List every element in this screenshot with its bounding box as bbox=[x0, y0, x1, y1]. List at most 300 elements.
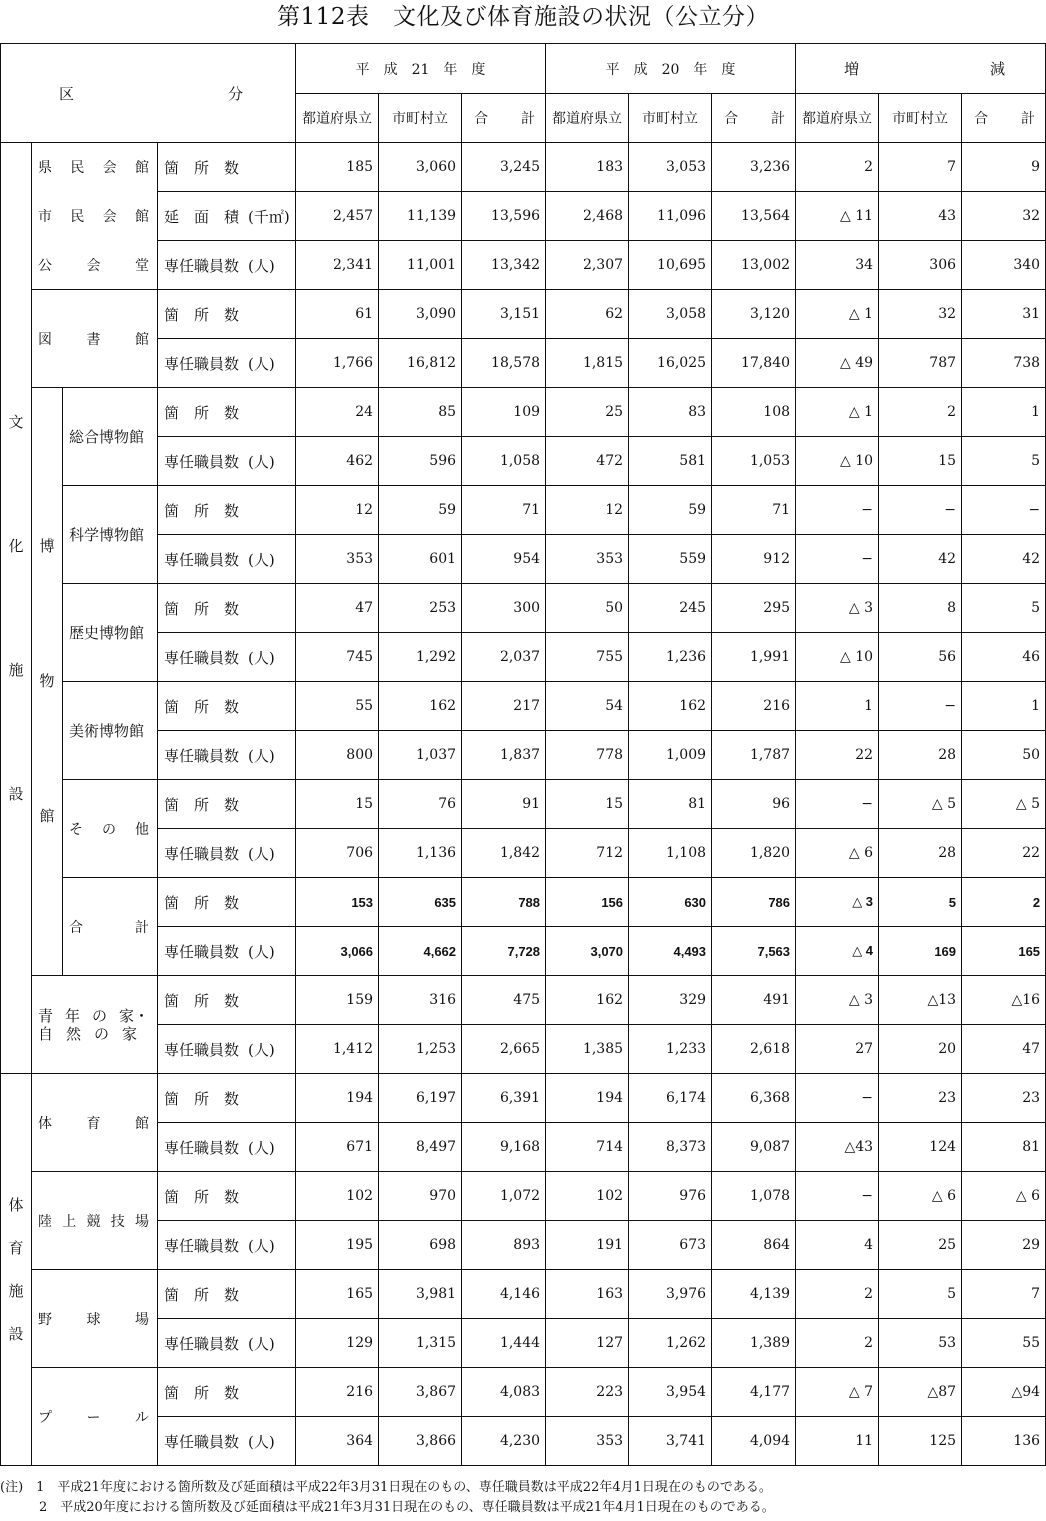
metric-label-main: 専任職員数 bbox=[164, 1334, 240, 1353]
value-cell: 129 bbox=[296, 1319, 379, 1368]
group-bunka-char: 施 bbox=[8, 660, 24, 679]
facility-shimin bbox=[32, 192, 158, 241]
value-cell: 1,315 bbox=[379, 1319, 462, 1368]
value-cell: 102 bbox=[546, 1172, 629, 1221]
facility-kenmin-char: 県 bbox=[38, 160, 52, 177]
metric-label-main: 専任職員数 bbox=[164, 1138, 240, 1157]
value-cell: 295 bbox=[712, 584, 796, 633]
value-cell: 5 bbox=[962, 584, 1046, 633]
header-row bbox=[1, 44, 1046, 94]
value-cell: △ 10 bbox=[796, 437, 879, 486]
value-cell: 1,385 bbox=[546, 1025, 629, 1074]
value-cell: 125 bbox=[879, 1417, 962, 1466]
value-cell: 2,457 bbox=[296, 192, 379, 241]
value-cell: 596 bbox=[379, 437, 462, 486]
value-cell: 12 bbox=[296, 486, 379, 535]
value-cell: 124 bbox=[879, 1123, 962, 1172]
value-cell: 194 bbox=[296, 1074, 379, 1123]
value-cell: 1,842 bbox=[462, 829, 546, 878]
value-cell: 9,168 bbox=[462, 1123, 546, 1172]
value-cell: 673 bbox=[629, 1221, 712, 1270]
value-cell: 223 bbox=[546, 1368, 629, 1417]
value-cell: 306 bbox=[879, 241, 962, 290]
value-cell: 7 bbox=[879, 143, 962, 192]
value-cell: 745 bbox=[296, 633, 379, 682]
facility-sonota bbox=[63, 780, 158, 878]
value-cell: 16,025 bbox=[629, 339, 712, 388]
footnotes bbox=[0, 1478, 1046, 1518]
col-total bbox=[962, 94, 1046, 143]
metric-label bbox=[158, 1368, 296, 1417]
table-row bbox=[1, 1074, 1046, 1123]
col-total bbox=[462, 94, 546, 143]
value-cell: 353 bbox=[546, 1417, 629, 1466]
col-pref: 都道府県立 bbox=[796, 94, 879, 143]
value-cell: 300 bbox=[462, 584, 546, 633]
facility-taiikukan-char: 育 bbox=[86, 1115, 101, 1132]
table-row bbox=[1, 1172, 1046, 1221]
value-cell: 4,083 bbox=[462, 1368, 546, 1417]
value-cell: 954 bbox=[462, 535, 546, 584]
value-cell: 1 bbox=[796, 682, 879, 731]
value-cell: 23 bbox=[879, 1074, 962, 1123]
table-row bbox=[1, 535, 1046, 584]
value-cell: △ 6 bbox=[962, 1172, 1046, 1221]
value-cell: 22 bbox=[796, 731, 879, 780]
value-cell: 165 bbox=[296, 1270, 379, 1319]
value-cell: 7 bbox=[962, 1270, 1046, 1319]
metric-count-label: 箇 所 数 bbox=[164, 991, 240, 1010]
value-cell: 108 bbox=[712, 388, 796, 437]
col-total-char: 計 bbox=[1021, 111, 1036, 127]
value-cell: − bbox=[879, 682, 962, 731]
table-row bbox=[1, 241, 1046, 290]
value-cell: 4,146 bbox=[462, 1270, 546, 1319]
metric-label-main: 専任職員数 bbox=[164, 256, 240, 275]
metric-unit: (人) bbox=[248, 844, 275, 863]
value-cell: 50 bbox=[546, 584, 629, 633]
value-cell: 13,002 bbox=[712, 241, 796, 290]
metric-label-main: 専任職員数 bbox=[164, 550, 240, 569]
value-cell: 81 bbox=[962, 1123, 1046, 1172]
value-cell: 6,197 bbox=[379, 1074, 462, 1123]
kubun-header bbox=[1, 44, 296, 143]
value-cell: 3,066 bbox=[296, 927, 379, 976]
metric-label bbox=[158, 1319, 296, 1368]
value-cell: 4,177 bbox=[712, 1368, 796, 1417]
value-cell: 13,564 bbox=[712, 192, 796, 241]
value-cell: 83 bbox=[629, 388, 712, 437]
facility-seinen-char: 年 bbox=[64, 1006, 80, 1025]
value-cell: △94 bbox=[962, 1368, 1046, 1417]
value-cell: 1,108 bbox=[629, 829, 712, 878]
metric-label-main: 専任職員数 bbox=[164, 354, 240, 373]
value-cell: 183 bbox=[546, 143, 629, 192]
table-row bbox=[1, 143, 1046, 192]
value-cell: 11,001 bbox=[379, 241, 462, 290]
metric-count-label: 箇 所 数 bbox=[164, 1285, 240, 1304]
value-cell: 3,741 bbox=[629, 1417, 712, 1466]
value-cell: 1,037 bbox=[379, 731, 462, 780]
metric-label bbox=[158, 1270, 296, 1319]
metric-label bbox=[158, 290, 296, 339]
value-cell: 43 bbox=[879, 192, 962, 241]
table-row bbox=[1, 1270, 1046, 1319]
facility-library-char: 書 bbox=[86, 331, 101, 348]
facility-shimin-char: 会 bbox=[102, 209, 117, 225]
value-cell: 8,373 bbox=[629, 1123, 712, 1172]
value-cell: 29 bbox=[962, 1221, 1046, 1270]
value-cell: 4,094 bbox=[712, 1417, 796, 1466]
value-cell: 3,090 bbox=[379, 290, 462, 339]
value-cell: 54 bbox=[546, 682, 629, 731]
value-cell: 245 bbox=[629, 584, 712, 633]
value-cell: 15 bbox=[546, 780, 629, 829]
value-cell: 1,053 bbox=[712, 437, 796, 486]
table-row bbox=[1, 388, 1046, 437]
value-cell: 2,618 bbox=[712, 1025, 796, 1074]
facility-sonota-char: の bbox=[102, 821, 116, 838]
value-cell: 2,665 bbox=[462, 1025, 546, 1074]
metric-unit: (人) bbox=[248, 256, 275, 275]
value-cell: 8 bbox=[879, 584, 962, 633]
footnote-2: 2 平成20年度における箇所数及び延面積は平成21年3月31日現在のもの、専任職員数は平成21年4月1日現在のものである。 bbox=[0, 1500, 775, 1515]
value-cell: 1,078 bbox=[712, 1172, 796, 1221]
value-cell: 4,230 bbox=[462, 1417, 546, 1466]
value-cell: 1,058 bbox=[462, 437, 546, 486]
metric-label bbox=[158, 388, 296, 437]
facility-goukei-char: 計 bbox=[135, 919, 149, 936]
value-cell: 1,236 bbox=[629, 633, 712, 682]
facility-seinen bbox=[32, 976, 158, 1074]
value-cell: 216 bbox=[296, 1368, 379, 1417]
facility-kenmin-char: 会 bbox=[102, 160, 117, 177]
value-cell: 893 bbox=[462, 1221, 546, 1270]
value-cell: △ 4 bbox=[796, 927, 879, 976]
value-cell: △16 bbox=[962, 976, 1046, 1025]
facility-kenmin bbox=[32, 143, 158, 192]
metric-unit: (人) bbox=[248, 1040, 275, 1059]
facility-pool-char: ル bbox=[135, 1409, 149, 1426]
value-cell: 25 bbox=[879, 1221, 962, 1270]
facility-kokaido-char: 会 bbox=[86, 257, 101, 274]
facility-rikujo bbox=[32, 1172, 158, 1270]
facility-bijutsu: 美術博物館 bbox=[63, 682, 158, 780]
metric-label-main: 専任職員数 bbox=[164, 1040, 240, 1059]
value-cell: 581 bbox=[629, 437, 712, 486]
value-cell: 32 bbox=[879, 290, 962, 339]
facility-library bbox=[32, 290, 158, 388]
value-cell: 7,563 bbox=[712, 927, 796, 976]
value-cell: 3,866 bbox=[379, 1417, 462, 1466]
value-cell: 2,341 bbox=[296, 241, 379, 290]
facility-kokaido-char: 公 bbox=[38, 257, 52, 274]
metric-label bbox=[158, 192, 296, 241]
value-cell: 62 bbox=[546, 290, 629, 339]
facility-rikujo-char: 技 bbox=[110, 1213, 125, 1230]
value-cell: △87 bbox=[879, 1368, 962, 1417]
metric-label bbox=[158, 731, 296, 780]
facility-seinen-char: の bbox=[91, 1006, 107, 1025]
value-cell: − bbox=[962, 486, 1046, 535]
value-cell: 32 bbox=[962, 192, 1046, 241]
value-cell: 2 bbox=[796, 143, 879, 192]
value-cell: 47 bbox=[962, 1025, 1046, 1074]
metric-count-label: 箇 所 数 bbox=[164, 1383, 240, 1402]
value-cell: 3,954 bbox=[629, 1368, 712, 1417]
table-row bbox=[1, 780, 1046, 829]
col-muni: 市町村立 bbox=[379, 94, 462, 143]
value-cell: 706 bbox=[296, 829, 379, 878]
value-cell: △ 1 bbox=[796, 388, 879, 437]
metric-label bbox=[158, 878, 296, 927]
metric-count-label: 箇 所 数 bbox=[164, 795, 240, 814]
value-cell: 102 bbox=[296, 1172, 379, 1221]
table-row bbox=[1, 1319, 1046, 1368]
metric-unit: (人) bbox=[248, 550, 275, 569]
facility-seinen-char: 家・ bbox=[118, 1006, 149, 1025]
value-cell: △ 1 bbox=[796, 290, 879, 339]
value-cell: 1,787 bbox=[712, 731, 796, 780]
facility-rikujo-char: 競 bbox=[86, 1213, 101, 1230]
table-row bbox=[1, 976, 1046, 1025]
value-cell: 153 bbox=[296, 878, 379, 927]
facility-rikujo-char: 陸 bbox=[38, 1213, 52, 1230]
value-cell: 42 bbox=[879, 535, 962, 584]
value-cell: 71 bbox=[462, 486, 546, 535]
value-cell: 11,139 bbox=[379, 192, 462, 241]
value-cell: 3,151 bbox=[462, 290, 546, 339]
metric-unit: (人) bbox=[248, 1334, 275, 1353]
year-header: 平 成 20 年 度 bbox=[546, 44, 796, 94]
value-cell: 3,976 bbox=[629, 1270, 712, 1319]
value-cell: 3,981 bbox=[379, 1270, 462, 1319]
metric-label-main: 専任職員数 bbox=[164, 1432, 240, 1451]
value-cell: 17,840 bbox=[712, 339, 796, 388]
value-cell: 25 bbox=[546, 388, 629, 437]
facility-yakyu-char: 球 bbox=[86, 1311, 101, 1328]
group-taiiku-char: 体 bbox=[8, 1195, 24, 1214]
value-cell: 1,389 bbox=[712, 1319, 796, 1368]
metric-label bbox=[158, 976, 296, 1025]
value-cell: 16,812 bbox=[379, 339, 462, 388]
value-cell: 1,837 bbox=[462, 731, 546, 780]
value-cell: 61 bbox=[296, 290, 379, 339]
metric-unit: (人) bbox=[248, 746, 275, 765]
value-cell: 195 bbox=[296, 1221, 379, 1270]
metric-label-main: 専任職員数 bbox=[164, 746, 240, 765]
value-cell: △ 3 bbox=[796, 878, 879, 927]
value-cell: 864 bbox=[712, 1221, 796, 1270]
value-cell: 970 bbox=[379, 1172, 462, 1221]
value-cell: 340 bbox=[962, 241, 1046, 290]
group-museum-char: 物 bbox=[39, 672, 55, 690]
value-cell: 156 bbox=[546, 878, 629, 927]
value-cell: 71 bbox=[712, 486, 796, 535]
value-cell: 56 bbox=[879, 633, 962, 682]
metric-label bbox=[158, 1172, 296, 1221]
metric-label bbox=[158, 1025, 296, 1074]
value-cell: 1 bbox=[962, 388, 1046, 437]
value-cell: 1,253 bbox=[379, 1025, 462, 1074]
value-cell: 9,087 bbox=[712, 1123, 796, 1172]
value-cell: 169 bbox=[879, 927, 962, 976]
facilities-table bbox=[0, 43, 1046, 1466]
value-cell: 9 bbox=[962, 143, 1046, 192]
value-cell: 1,233 bbox=[629, 1025, 712, 1074]
value-cell: 3,245 bbox=[462, 143, 546, 192]
value-cell: 23 bbox=[962, 1074, 1046, 1123]
metric-unit: (人) bbox=[248, 1432, 275, 1451]
metric-label bbox=[158, 1417, 296, 1466]
value-cell: − bbox=[879, 486, 962, 535]
group-taiiku bbox=[1, 1074, 32, 1466]
value-cell: 976 bbox=[629, 1172, 712, 1221]
metric-label bbox=[158, 633, 296, 682]
value-cell: 76 bbox=[379, 780, 462, 829]
metric-label-main: 延 面 積 bbox=[164, 207, 240, 226]
col-total-char: 合 bbox=[724, 111, 739, 127]
facility-shimin-char: 市 bbox=[38, 209, 52, 225]
facility-seinen-char: 青 bbox=[38, 1006, 54, 1025]
metric-unit: (千㎡) bbox=[248, 207, 290, 226]
footnote-1: (注) 1 平成21年度における箇所数及び延面積は平成22年3月31日現在のもの、専任職員数は平成22年4月1日現在のものである。 bbox=[0, 1480, 772, 1495]
value-cell: △13 bbox=[879, 976, 962, 1025]
value-cell: 42 bbox=[962, 535, 1046, 584]
value-cell: 800 bbox=[296, 731, 379, 780]
metric-count-label: 箇 所 数 bbox=[164, 1187, 240, 1206]
value-cell: △ 5 bbox=[879, 780, 962, 829]
metric-label-main: 専任職員数 bbox=[164, 844, 240, 863]
value-cell: − bbox=[796, 1074, 879, 1123]
value-cell: 22 bbox=[962, 829, 1046, 878]
metric-label bbox=[158, 927, 296, 976]
value-cell: 109 bbox=[462, 388, 546, 437]
value-cell: △ 3 bbox=[796, 976, 879, 1025]
value-cell: 24 bbox=[296, 388, 379, 437]
table-row bbox=[1, 927, 1046, 976]
group-taiiku-char: 設 bbox=[8, 1324, 24, 1343]
value-cell: 1,262 bbox=[629, 1319, 712, 1368]
value-cell: 671 bbox=[296, 1123, 379, 1172]
value-cell: 217 bbox=[462, 682, 546, 731]
value-cell: 47 bbox=[296, 584, 379, 633]
value-cell: 28 bbox=[879, 731, 962, 780]
value-cell: 3,867 bbox=[379, 1368, 462, 1417]
table-row bbox=[1, 1368, 1046, 1417]
facility-seinen-char: の bbox=[93, 1024, 109, 1043]
value-cell: 2,037 bbox=[462, 633, 546, 682]
value-cell: 159 bbox=[296, 976, 379, 1025]
value-cell: △ 3 bbox=[796, 584, 879, 633]
value-cell: 11 bbox=[796, 1417, 879, 1466]
facility-library-char: 館 bbox=[135, 331, 149, 348]
metric-label bbox=[158, 535, 296, 584]
group-taiiku-char: 育 bbox=[8, 1238, 24, 1257]
metric-label bbox=[158, 780, 296, 829]
facility-shimin-char: 館 bbox=[134, 209, 149, 225]
value-cell: 472 bbox=[546, 437, 629, 486]
facility-rikujo-char: 場 bbox=[135, 1213, 149, 1230]
facility-kagaku: 科学博物館 bbox=[63, 486, 158, 584]
table-row bbox=[1, 339, 1046, 388]
facility-kenmin-char: 民 bbox=[70, 160, 85, 177]
facilities-table-container bbox=[0, 43, 1046, 1469]
value-cell: 698 bbox=[379, 1221, 462, 1270]
diff-char: 減 bbox=[990, 60, 1006, 78]
facility-library-char: 図 bbox=[38, 331, 52, 348]
group-taiiku-char: 施 bbox=[8, 1281, 24, 1300]
value-cell: 559 bbox=[629, 535, 712, 584]
value-cell: 1,444 bbox=[462, 1319, 546, 1368]
diff-header bbox=[796, 44, 1046, 94]
kubun-char: 分 bbox=[228, 84, 244, 103]
value-cell: 1,009 bbox=[629, 731, 712, 780]
group-museum-char: 博 bbox=[39, 537, 55, 555]
value-cell: 1 bbox=[962, 682, 1046, 731]
value-cell: 3,058 bbox=[629, 290, 712, 339]
value-cell: 2,307 bbox=[546, 241, 629, 290]
value-cell: 59 bbox=[629, 486, 712, 535]
value-cell: 329 bbox=[629, 976, 712, 1025]
value-cell: 163 bbox=[546, 1270, 629, 1319]
value-cell: 13,596 bbox=[462, 192, 546, 241]
value-cell: 2 bbox=[962, 878, 1046, 927]
value-cell: 55 bbox=[962, 1319, 1046, 1368]
metric-unit: (人) bbox=[248, 452, 275, 471]
facility-pool bbox=[32, 1368, 158, 1466]
facility-kokaido-char: 堂 bbox=[135, 257, 149, 274]
value-cell: 53 bbox=[879, 1319, 962, 1368]
metric-label bbox=[158, 339, 296, 388]
metric-label bbox=[158, 829, 296, 878]
facility-rikujo-char: 上 bbox=[62, 1213, 77, 1230]
value-cell: 13,342 bbox=[462, 241, 546, 290]
metric-unit: (人) bbox=[248, 648, 275, 667]
metric-label bbox=[158, 584, 296, 633]
value-cell: 46 bbox=[962, 633, 1046, 682]
value-cell: 2 bbox=[796, 1319, 879, 1368]
metric-count-label: 箇 所 数 bbox=[164, 599, 240, 618]
facility-seinen-char: 自 bbox=[38, 1024, 54, 1043]
value-cell: 635 bbox=[379, 878, 462, 927]
table-row bbox=[1, 192, 1046, 241]
col-total-char: 合 bbox=[474, 111, 489, 127]
value-cell: 165 bbox=[962, 927, 1046, 976]
metric-label-main: 専任職員数 bbox=[164, 452, 240, 471]
facility-sonota-char: そ bbox=[69, 821, 83, 838]
kubun-char: 区 bbox=[59, 84, 75, 103]
table-row bbox=[1, 878, 1046, 927]
value-cell: 31 bbox=[962, 290, 1046, 339]
facility-sogo: 総合博物館 bbox=[63, 388, 158, 486]
value-cell: 11,096 bbox=[629, 192, 712, 241]
facility-seinen-char: 然 bbox=[65, 1024, 81, 1043]
col-pref: 都道府県立 bbox=[296, 94, 379, 143]
value-cell: 85 bbox=[379, 388, 462, 437]
table-row bbox=[1, 1025, 1046, 1074]
metric-count-label: 箇 所 数 bbox=[164, 305, 240, 324]
metric-label bbox=[158, 682, 296, 731]
col-total bbox=[712, 94, 796, 143]
value-cell: 50 bbox=[962, 731, 1046, 780]
value-cell: 15 bbox=[296, 780, 379, 829]
value-cell: 712 bbox=[546, 829, 629, 878]
facility-sonota-char: 他 bbox=[135, 821, 149, 838]
value-cell: 5 bbox=[879, 878, 962, 927]
group-bunka-char: 文 bbox=[8, 412, 24, 431]
metric-label bbox=[158, 1221, 296, 1270]
